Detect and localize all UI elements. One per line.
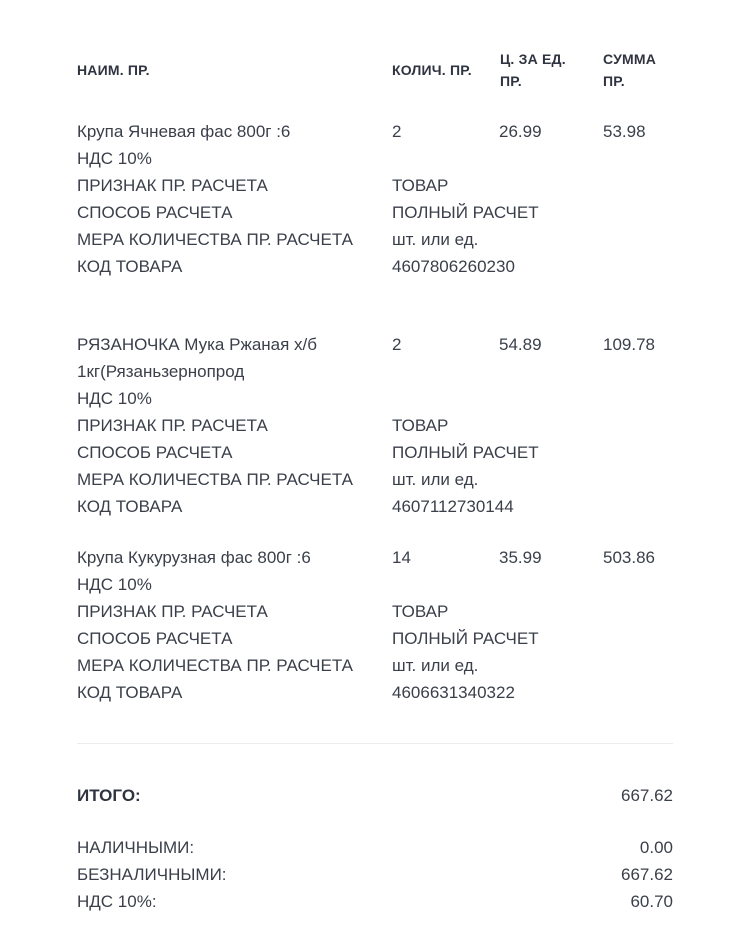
item-sum: 109.78 — [603, 335, 655, 354]
item-attr-value: ПОЛНЫЙ РАСЧЕТ — [392, 629, 539, 648]
header-sum-line1: СУММА — [603, 51, 657, 67]
item-attr-label: КОД ТОВАРА — [77, 497, 183, 516]
item-attr-value: шт. или ед. — [392, 470, 479, 489]
item-qty: 2 — [392, 335, 402, 354]
payment-label: НДС 10%: — [77, 892, 157, 911]
item-vat: НДС 10% — [77, 389, 152, 408]
item-price: 35.99 — [499, 548, 542, 567]
item-attr-value: 4606631340322 — [392, 683, 515, 702]
item-attr-label: ПРИЗНАК ПР. РАСЧЕТА — [77, 176, 268, 195]
payment-value: 0.00 — [639, 838, 673, 857]
item-qty: 2 — [392, 122, 402, 141]
item-price: 54.89 — [499, 335, 542, 354]
item-name: 1кг(Рязаньзернопрод — [77, 362, 245, 381]
item-name: Крупа Кукурузная фас 800г :6 — [77, 548, 311, 567]
item-attr-value: 4607806260230 — [392, 257, 515, 276]
item-attr-label: СПОСОБ РАСЧЕТА — [77, 629, 233, 648]
item-attr-label: МЕРА КОЛИЧЕСТВА ПР. РАСЧЕТА — [77, 470, 353, 489]
header-name: НАИМ. ПР. — [77, 62, 150, 78]
total-value: 667.62 — [621, 786, 673, 805]
item-price: 26.99 — [499, 122, 542, 141]
item-attr-label: КОД ТОВАРА — [77, 683, 183, 702]
item-attr-label: ПРИЗНАК ПР. РАСЧЕТА — [77, 602, 268, 621]
item-sum: 53.98 — [603, 122, 646, 141]
total-label: ИТОГО: — [77, 786, 141, 805]
item-attr-value: ТОВАР — [392, 602, 449, 621]
header-sum — [603, 48, 656, 92]
header-price-line1: Ц. ЗА ЕД. — [500, 51, 566, 67]
header-sum-line2: ПР. — [603, 73, 625, 89]
item-attr-label: КОД ТОВАРА — [77, 257, 183, 276]
item-sum: 503.86 — [603, 548, 655, 567]
item-attr-value: ТОВАР — [392, 416, 449, 435]
item-attr-label: СПОСОБ РАСЧЕТА — [77, 203, 233, 222]
item-vat: НДС 10% — [77, 575, 152, 594]
item-attr-value: ПОЛНЫЙ РАСЧЕТ — [392, 203, 539, 222]
item-attr-label: ПРИЗНАК ПР. РАСЧЕТА — [77, 416, 268, 435]
item-attr-label: МЕРА КОЛИЧЕСТВА ПР. РАСЧЕТА — [77, 230, 353, 249]
payment-value: 667.62 — [621, 865, 673, 884]
item-attr-value: шт. или ед. — [392, 230, 479, 249]
item-attr-value: шт. или ед. — [392, 656, 479, 675]
item-qty: 14 — [392, 548, 411, 567]
item-attr-label: СПОСОБ РАСЧЕТА — [77, 443, 233, 462]
item-attr-value: ПОЛНЫЙ РАСЧЕТ — [392, 443, 539, 462]
payment-label: НАЛИЧНЫМИ: — [77, 838, 195, 857]
payment-label: БЕЗНАЛИЧНЫМИ: — [77, 865, 227, 884]
header-price — [500, 48, 566, 92]
header-qty: КОЛИЧ. ПР. — [392, 62, 472, 78]
divider — [77, 743, 673, 744]
header-price-line2: ПР. — [500, 73, 522, 89]
item-name: Крупа Ячневая фас 800г :6 — [77, 122, 291, 141]
item-attr-label: МЕРА КОЛИЧЕСТВА ПР. РАСЧЕТА — [77, 656, 353, 675]
item-attr-value: ТОВАР — [392, 176, 449, 195]
item-name: РЯЗАНОЧКА Мука Ржаная х/б — [77, 335, 318, 354]
item-vat: НДС 10% — [77, 149, 152, 168]
payment-value: 60.70 — [630, 892, 673, 911]
item-attr-value: 4607112730144 — [392, 497, 514, 516]
